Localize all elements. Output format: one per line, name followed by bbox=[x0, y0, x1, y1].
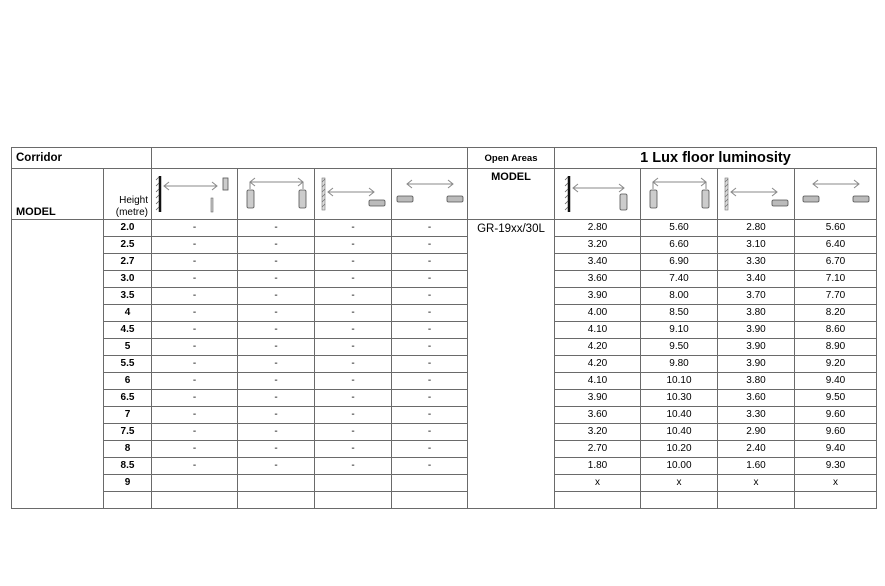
open-area-value: 9.10 bbox=[641, 322, 718, 339]
corridor-value: - bbox=[238, 254, 315, 271]
open-area-value: 2.40 bbox=[718, 441, 795, 458]
open-area-value: 10.20 bbox=[641, 441, 718, 458]
corridor-value: - bbox=[315, 339, 392, 356]
height-value: 7 bbox=[104, 407, 152, 424]
open-area-value: 3.10 bbox=[718, 237, 795, 254]
corridor-value: - bbox=[315, 237, 392, 254]
open-area-value: 8.20 bbox=[795, 305, 877, 322]
corridor-value: - bbox=[315, 441, 392, 458]
corridor-value: - bbox=[238, 271, 315, 288]
corridor-value: - bbox=[392, 254, 468, 271]
height-value: 2.0 bbox=[104, 220, 152, 237]
corridor-value: - bbox=[315, 458, 392, 475]
corridor-value: - bbox=[238, 356, 315, 373]
table-row bbox=[12, 424, 877, 441]
corridor-value bbox=[152, 492, 238, 509]
table-row bbox=[12, 390, 877, 407]
corridor-value: - bbox=[315, 322, 392, 339]
open-area-value: 3.70 bbox=[718, 288, 795, 305]
open-area-value: 3.90 bbox=[555, 288, 641, 305]
open-area-value: 3.40 bbox=[555, 254, 641, 271]
corridor-value bbox=[392, 492, 468, 509]
open-area-value: 3.60 bbox=[718, 390, 795, 407]
open-area-value: 3.20 bbox=[555, 237, 641, 254]
open-area-value: x bbox=[718, 475, 795, 492]
open-area-value bbox=[795, 492, 877, 509]
height-value: 3.5 bbox=[104, 288, 152, 305]
open-area-value: 3.90 bbox=[718, 322, 795, 339]
height-value: 4 bbox=[104, 305, 152, 322]
open-area-value: 3.80 bbox=[718, 373, 795, 390]
model-name: GR-19xx/30L bbox=[468, 220, 555, 509]
corridor-value: - bbox=[238, 305, 315, 322]
corridor-value: - bbox=[152, 237, 238, 254]
corridor-value bbox=[238, 492, 315, 509]
corridor-value bbox=[238, 475, 315, 492]
open-area-value: 9.60 bbox=[795, 424, 877, 441]
open-area-value: 1.60 bbox=[718, 458, 795, 475]
table-row bbox=[12, 339, 877, 356]
open-area-value bbox=[718, 492, 795, 509]
corridor-value: - bbox=[392, 458, 468, 475]
open-area-value: 9.60 bbox=[795, 407, 877, 424]
table-row bbox=[12, 492, 877, 509]
open-area-value: 7.70 bbox=[795, 288, 877, 305]
wall-to-end-icon bbox=[152, 169, 238, 220]
open-area-value: 9.50 bbox=[795, 390, 877, 407]
corridor-value: - bbox=[238, 373, 315, 390]
corridor-value: - bbox=[152, 390, 238, 407]
table-row bbox=[12, 458, 877, 475]
table-row bbox=[12, 475, 877, 492]
open-area-value: 8.50 bbox=[641, 305, 718, 322]
end-to-end-icon bbox=[238, 169, 315, 220]
corridor-value: - bbox=[152, 220, 238, 237]
corridor-value bbox=[392, 475, 468, 492]
corridor-value: - bbox=[315, 220, 392, 237]
open-area-value: 3.90 bbox=[718, 339, 795, 356]
corridor-value: - bbox=[238, 458, 315, 475]
open-area-value bbox=[641, 492, 718, 509]
table-row bbox=[12, 407, 877, 424]
height-value: 6 bbox=[104, 373, 152, 390]
corridor-value: - bbox=[152, 356, 238, 373]
corridor-value: - bbox=[392, 305, 468, 322]
open-areas-title: Open Areas bbox=[468, 148, 555, 169]
corridor-value: - bbox=[315, 254, 392, 271]
open-area-value: 6.70 bbox=[795, 254, 877, 271]
corridor-value: - bbox=[152, 305, 238, 322]
corridor-value: - bbox=[152, 271, 238, 288]
corridor-value: - bbox=[152, 339, 238, 356]
corridor-value: - bbox=[315, 390, 392, 407]
corridor-value: - bbox=[152, 441, 238, 458]
corridor-value: - bbox=[392, 339, 468, 356]
model-column-blank bbox=[12, 220, 104, 509]
open-area-value: 1.80 bbox=[555, 458, 641, 475]
open-area-value: 9.30 bbox=[795, 458, 877, 475]
open-area-value: 9.50 bbox=[641, 339, 718, 356]
corridor-value: - bbox=[238, 390, 315, 407]
corridor-value: - bbox=[238, 288, 315, 305]
corridor-value: - bbox=[315, 305, 392, 322]
open-area-value bbox=[555, 492, 641, 509]
corridor-value: - bbox=[152, 373, 238, 390]
open-area-value: 4.00 bbox=[555, 305, 641, 322]
open-area-value: 2.80 bbox=[555, 220, 641, 237]
open-area-value: 4.10 bbox=[555, 322, 641, 339]
open-area-value: 6.40 bbox=[795, 237, 877, 254]
open-area-value: 10.30 bbox=[641, 390, 718, 407]
open-area-value: 2.80 bbox=[718, 220, 795, 237]
open-area-value: 9.80 bbox=[641, 356, 718, 373]
corridor-value: - bbox=[315, 424, 392, 441]
open-area-value: 5.60 bbox=[795, 220, 877, 237]
wall-to-floor-icon bbox=[315, 169, 392, 220]
corridor-value: - bbox=[392, 271, 468, 288]
height-value: 5 bbox=[104, 339, 152, 356]
table-row bbox=[12, 305, 877, 322]
corridor-value: - bbox=[392, 373, 468, 390]
height-value: 2.7 bbox=[104, 254, 152, 271]
corridor-value: - bbox=[315, 356, 392, 373]
open-area-value: 2.70 bbox=[555, 441, 641, 458]
corridor-value: - bbox=[238, 322, 315, 339]
table-row bbox=[12, 254, 877, 271]
corridor-value: - bbox=[238, 424, 315, 441]
corridor-value: - bbox=[152, 322, 238, 339]
height-value: 8.5 bbox=[104, 458, 152, 475]
open-area-value: 3.60 bbox=[555, 407, 641, 424]
open-area-value: 3.20 bbox=[555, 424, 641, 441]
corridor-value: - bbox=[315, 373, 392, 390]
table-row bbox=[12, 322, 877, 339]
open-area-value: 10.00 bbox=[641, 458, 718, 475]
height-value: 2.5 bbox=[104, 237, 152, 254]
table-row bbox=[12, 288, 877, 305]
wall-to-end-icon bbox=[555, 169, 641, 220]
corridor-value bbox=[152, 475, 238, 492]
open-area-value: 10.40 bbox=[641, 407, 718, 424]
open-area-value: x bbox=[641, 475, 718, 492]
open-area-value: 3.40 bbox=[718, 271, 795, 288]
corridor-value: - bbox=[392, 441, 468, 458]
corridor-value: - bbox=[238, 407, 315, 424]
floor-to-floor-icon bbox=[392, 169, 468, 220]
floor-to-floor-icon bbox=[795, 169, 877, 220]
end-to-end-icon bbox=[641, 169, 718, 220]
open-area-value: 9.20 bbox=[795, 356, 877, 373]
table-row bbox=[12, 373, 877, 390]
open-area-value: 4.20 bbox=[555, 339, 641, 356]
height-value: 9 bbox=[104, 475, 152, 492]
corridor-value: - bbox=[152, 424, 238, 441]
corridor-value bbox=[315, 492, 392, 509]
open-model-label: MODEL bbox=[468, 169, 555, 220]
wall-to-floor-icon bbox=[718, 169, 795, 220]
corridor-value: - bbox=[238, 237, 315, 254]
open-area-value: 9.40 bbox=[795, 441, 877, 458]
corridor-value: - bbox=[315, 407, 392, 424]
open-area-value: 3.80 bbox=[718, 305, 795, 322]
corridor-value: - bbox=[392, 237, 468, 254]
height-value: 8 bbox=[104, 441, 152, 458]
open-area-value: 4.10 bbox=[555, 373, 641, 390]
open-area-value: 7.10 bbox=[795, 271, 877, 288]
table-row bbox=[12, 271, 877, 288]
open-area-value: 10.10 bbox=[641, 373, 718, 390]
corridor-title: Corridor bbox=[12, 148, 152, 169]
height-value: 3.0 bbox=[104, 271, 152, 288]
corridor-value: - bbox=[392, 322, 468, 339]
open-area-value: x bbox=[795, 475, 877, 492]
luminosity-spacing-table bbox=[11, 147, 877, 509]
open-area-value: 3.30 bbox=[718, 254, 795, 271]
corridor-value: - bbox=[392, 390, 468, 407]
corridor-value: - bbox=[392, 356, 468, 373]
height-value bbox=[104, 492, 152, 509]
height-value: 5.5 bbox=[104, 356, 152, 373]
open-area-value: 5.60 bbox=[641, 220, 718, 237]
corridor-value bbox=[315, 475, 392, 492]
corridor-value: - bbox=[315, 288, 392, 305]
open-area-value: x bbox=[555, 475, 641, 492]
open-area-value: 7.40 bbox=[641, 271, 718, 288]
open-area-value: 3.90 bbox=[718, 356, 795, 373]
open-area-value: 8.00 bbox=[641, 288, 718, 305]
open-area-value: 9.40 bbox=[795, 373, 877, 390]
luminosity-title: 1 Lux floor luminosity bbox=[555, 148, 877, 169]
open-area-value: 10.40 bbox=[641, 424, 718, 441]
open-area-value: 6.60 bbox=[641, 237, 718, 254]
corridor-value: - bbox=[238, 441, 315, 458]
corridor-value: - bbox=[392, 288, 468, 305]
corridor-value: - bbox=[152, 407, 238, 424]
open-area-value: 3.30 bbox=[718, 407, 795, 424]
corridor-value: - bbox=[392, 220, 468, 237]
open-area-value: 8.60 bbox=[795, 322, 877, 339]
corridor-value: - bbox=[238, 339, 315, 356]
table-row bbox=[12, 237, 877, 254]
height-label: Height (metre) bbox=[104, 169, 152, 220]
corridor-value: - bbox=[238, 220, 315, 237]
height-value: 4.5 bbox=[104, 322, 152, 339]
corridor-value: - bbox=[152, 288, 238, 305]
table-row bbox=[12, 356, 877, 373]
model-label: MODEL bbox=[12, 169, 104, 220]
open-area-value: 4.20 bbox=[555, 356, 641, 373]
table-row bbox=[12, 441, 877, 458]
corridor-value: - bbox=[152, 458, 238, 475]
corridor-header-blank bbox=[152, 148, 468, 169]
corridor-value: - bbox=[392, 424, 468, 441]
height-value: 7.5 bbox=[104, 424, 152, 441]
corridor-value: - bbox=[315, 271, 392, 288]
table-row bbox=[12, 220, 877, 237]
open-area-value: 3.90 bbox=[555, 390, 641, 407]
open-area-value: 8.90 bbox=[795, 339, 877, 356]
corridor-value: - bbox=[152, 254, 238, 271]
open-area-value: 3.60 bbox=[555, 271, 641, 288]
open-area-value: 6.90 bbox=[641, 254, 718, 271]
corridor-value: - bbox=[392, 407, 468, 424]
open-area-value: 2.90 bbox=[718, 424, 795, 441]
height-value: 6.5 bbox=[104, 390, 152, 407]
